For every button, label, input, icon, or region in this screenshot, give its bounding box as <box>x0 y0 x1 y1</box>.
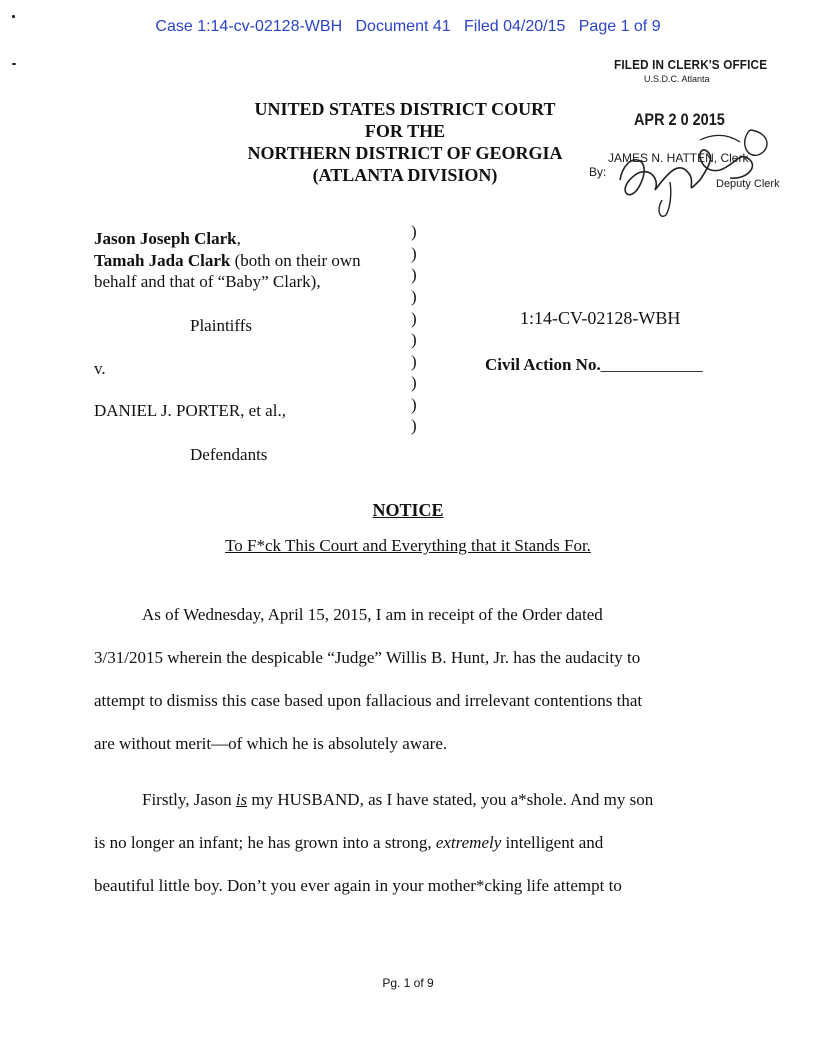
header-case-number: Case 1:14-cv-02128-WBH <box>155 18 343 35</box>
caption-paren: ) <box>411 287 417 306</box>
civil-action-blank: ____________ <box>600 355 703 374</box>
body-emphasis-extremely: extremely <box>435 833 502 852</box>
body-text-segment: is no longer an infant; he has grown into a strong, <box>94 833 436 852</box>
body-line <box>94 833 603 853</box>
versus: v. <box>94 359 106 378</box>
plaintiff-2 <box>94 251 361 271</box>
plaintiff-line-3: behalf and that of “Baby” Clark), <box>94 272 321 291</box>
civil-action-label: Civil Action No. <box>485 355 601 374</box>
stamp-date: APR 2 0 2015 <box>634 110 725 129</box>
body-line <box>142 790 653 810</box>
caption-paren: ) <box>411 416 417 435</box>
caption-paren: ) <box>411 330 417 349</box>
docket-header <box>0 18 816 36</box>
stamp-deputy-clerk: Deputy Clerk <box>716 178 780 190</box>
notice-title <box>0 500 816 521</box>
plaintiff-1 <box>94 229 241 249</box>
court-line-2: FOR THE <box>364 121 446 141</box>
case-number: 1:14-CV-02128-WBH <box>520 308 681 328</box>
defendant: DANIEL J. PORTER, et al., <box>94 401 286 420</box>
header-document: Document 41 <box>355 18 451 35</box>
caption-paren: ) <box>411 265 417 284</box>
stamp-clerk: JAMES N. HATTEN, Clerk <box>608 151 749 165</box>
caption-paren: ) <box>411 373 417 392</box>
caption-paren: ) <box>411 309 417 328</box>
body-line: beautiful little boy. Don’t you ever again in your mother*cking life attempt to <box>94 876 622 895</box>
plaintiff-2-name: Tamah Jada Clark <box>94 251 231 270</box>
body-line: are without merit—of which he is absolutely aware. <box>94 734 448 753</box>
court-line-3: NORTHERN DISTRICT OF GEORGIA <box>247 143 563 163</box>
scan-speck <box>12 15 15 18</box>
plaintiff-1-tail: , <box>236 229 241 248</box>
body-line: 3/31/2015 wherein the despicable “Judge” Willis B. Hunt, Jr. has the audacity to <box>94 648 641 667</box>
body-text-segment: Firstly, Jason <box>142 790 236 809</box>
clerk-signature <box>600 120 780 220</box>
scan-speck <box>12 63 16 65</box>
court-line-4: (ATLANTA DIVISION) <box>312 165 498 185</box>
body-emphasis-is: is <box>235 790 248 809</box>
notice-subtitle-text: To F*ck This Court and Everything that it Stands For. <box>225 536 591 555</box>
caption-paren: ) <box>411 244 417 263</box>
notice-title-text: NOTICE <box>372 500 444 520</box>
body-line: As of Wednesday, April 15, 2015, I am in receipt of the Order dated <box>142 605 603 624</box>
caption-paren: ) <box>411 395 417 414</box>
defendants-label: Defendants <box>190 445 268 464</box>
notice-subtitle <box>0 536 816 556</box>
body-text-segment: my HUSBAND, as I have stated, you a*shole. And my son <box>247 790 654 809</box>
body-text-segment: intelligent and <box>501 833 604 852</box>
page-footer: Pg. 1 of 9 <box>382 976 434 990</box>
plaintiff-2-tail: (both on their own <box>230 251 361 270</box>
stamp-usdc: U.S.D.C. Atlanta <box>644 74 710 84</box>
stamp-by: By: <box>589 165 607 179</box>
civil-action <box>485 355 703 375</box>
header-page: Page 1 of 9 <box>578 18 661 35</box>
stamp-filed-in: FILED IN CLERK'S OFFICE <box>614 57 768 72</box>
header-filed-date: Filed 04/20/15 <box>464 18 566 35</box>
body-line: attempt to dismiss this case based upon fallacious and irrelevant contentions that <box>94 691 643 710</box>
caption-paren: ) <box>411 352 417 371</box>
court-heading <box>230 98 580 186</box>
plaintiff-1-name: Jason Joseph Clark <box>94 229 237 248</box>
plaintiffs-label: Plaintiffs <box>190 316 253 335</box>
court-line-1: UNITED STATES DISTRICT COURT <box>254 99 556 119</box>
caption-paren: ) <box>411 222 417 241</box>
